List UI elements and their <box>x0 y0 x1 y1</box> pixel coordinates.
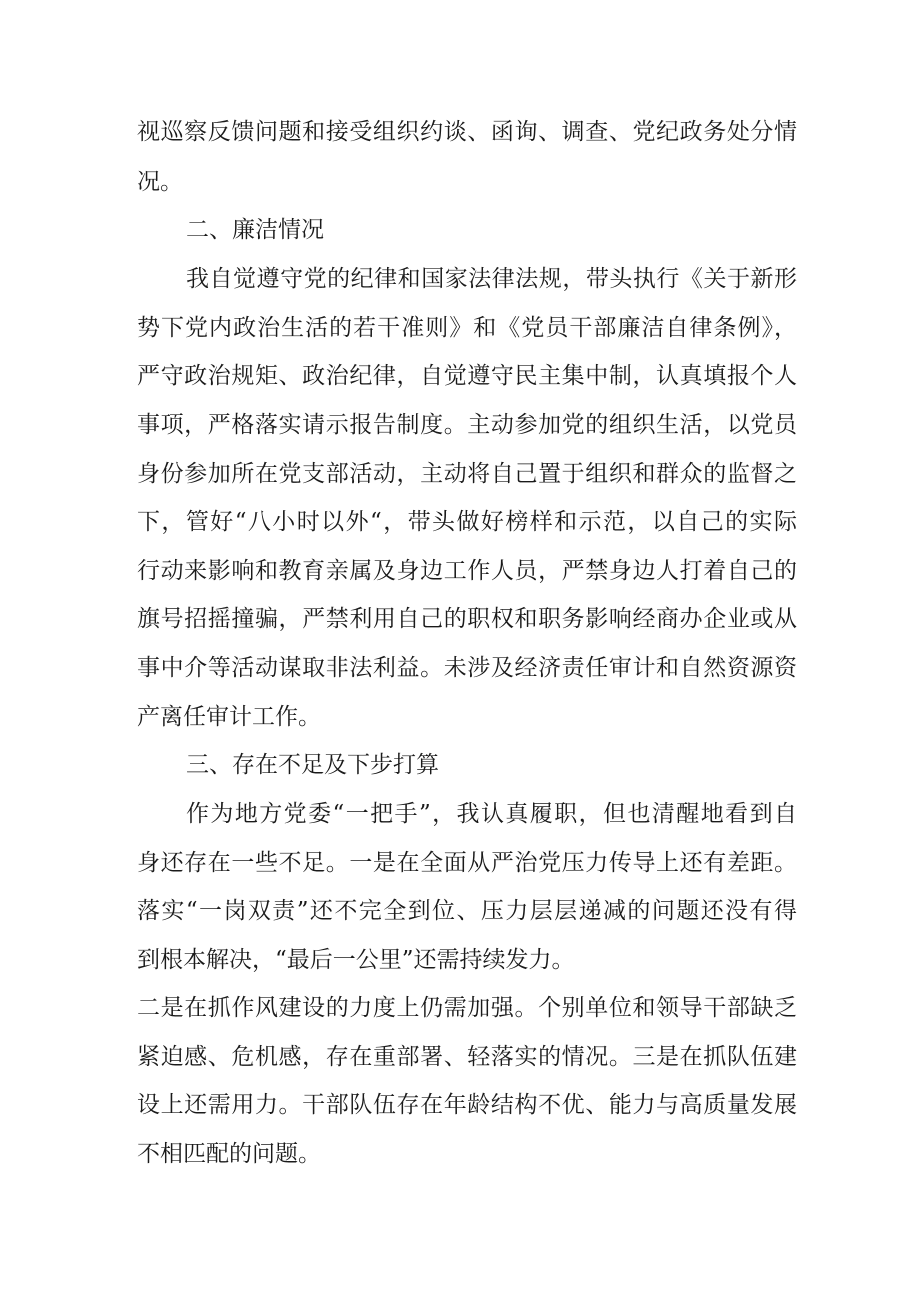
body-text-line: 设上还需用力。干部队伍存在年龄结构不优、能力与高质量发展 <box>137 1092 797 1118</box>
body-text-line: 行动来影响和教育亲属及身边工作人员，严禁身边人打着自己的 <box>137 558 797 584</box>
body-text-line: 视巡察反馈问题和接受组织约谈、函询、调查、党纪政务处分情 <box>137 119 797 145</box>
body-text-line: 身还存在一些不足。一是在全面从严治党压力传导上还有差距。 <box>137 850 797 876</box>
section-heading: 二、廉洁情况 <box>186 217 324 243</box>
body-text-line: 势下党内政治生活的若干准则》和《党员干部廉洁自律条例》， <box>137 315 797 341</box>
body-text-line: 况。 <box>137 169 183 195</box>
body-text-line: 产离任审计工作。 <box>137 704 321 730</box>
body-text-line: 身份参加所在党支部活动，主动将自己置于组织和群众的监督之 <box>137 461 797 487</box>
body-text-line: 事中介等活动谋取非法利益。未涉及经济责任审计和自然资源资 <box>137 655 797 681</box>
body-text-line: 作为地方党委“一把手”，我认真履职，但也清醒地看到自 <box>186 801 797 827</box>
body-text-line: 严守政治规矩、政治纪律，自觉遵守民主集中制，认真填报个人 <box>137 363 797 389</box>
body-text-line: 不相匹配的问题。 <box>137 1141 321 1167</box>
body-text-line: 事项，严格落实请示报告制度。主动参加党的组织生活，以党员 <box>137 412 797 438</box>
body-text-line: 紧迫感、危机感，存在重部署、轻落实的情况。三是在抓队伍建 <box>137 1044 797 1070</box>
body-text-line: 二是在抓作风建设的力度上仍需加强。个别单位和领导干部缺乏 <box>137 995 797 1021</box>
body-text-line: 到根本解决，“最后一公里”还需持续发力。 <box>137 947 575 973</box>
section-heading: 三、存在不足及下步打算 <box>186 752 439 778</box>
body-text-line: 下，管好“八小时以外“，带头做好榜样和示范，以自己的实际 <box>137 509 797 535</box>
body-text-line: 我自觉遵守党的纪律和国家法律法规，带头执行《关于新形 <box>186 266 797 292</box>
body-text-line: 落实“一岗双责”还不完全到位、压力层层递减的问题还没有得 <box>137 898 797 924</box>
body-text-line: 旗号招摇撞骗，严禁利用自己的职权和职务影响经商办企业或从 <box>137 606 797 632</box>
